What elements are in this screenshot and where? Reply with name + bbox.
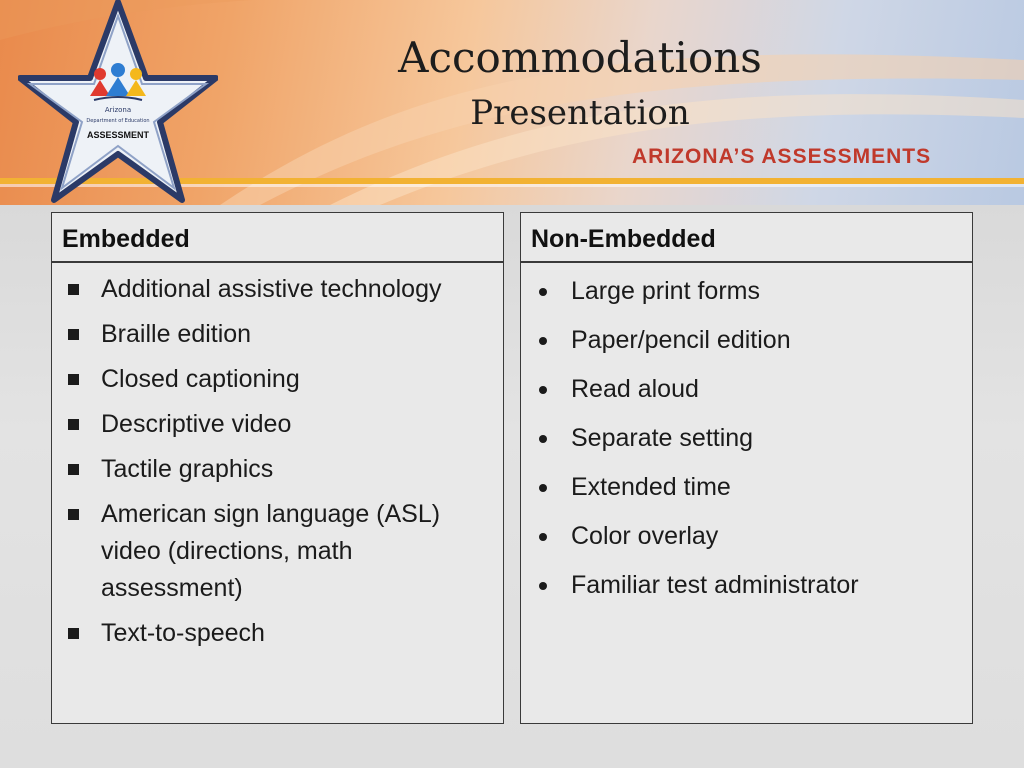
list-item [66,496,491,607]
list-item-text: Closed captioning [101,365,300,393]
list-item [66,316,491,353]
list-item [66,271,491,308]
square-bullet-icon [68,374,79,385]
list-item-text: Large print forms [571,277,760,305]
logo-bottom-text: ASSESSMENT [86,130,150,140]
square-bullet-icon [68,284,79,295]
list-item-text: Descriptive video [101,410,292,438]
round-bullet-icon [539,288,547,296]
program-label: ARIZONA’S ASSESSMENTS [632,145,932,168]
list-item-text: Read aloud [571,375,699,403]
column-heading-embedded: Embedded [52,213,503,263]
header-banner [0,0,1024,205]
list-item [535,322,972,359]
square-bullet-icon [68,628,79,639]
square-bullet-icon [68,329,79,340]
list-item-text: Paper/pencil edition [571,326,791,354]
round-bullet-icon [539,484,547,492]
list-item-text: Braille edition [101,320,252,348]
non-embedded-list [521,263,972,604]
logo-top-text: Arizona [104,106,132,114]
column-heading-non-embedded: Non-Embedded [521,213,972,263]
list-item-text: Additional assistive technology [101,275,442,303]
square-bullet-icon [68,419,79,430]
list-item [66,451,491,488]
round-bullet-icon [539,337,547,345]
list-item-text: Text-to-speech [101,619,265,647]
round-bullet-icon [539,533,547,541]
round-bullet-icon [539,386,547,394]
list-item-text: American sign language (ASL) video (directions, math assessment) [101,500,441,602]
square-bullet-icon [68,464,79,475]
list-item [66,361,491,398]
slide-title: Accommodations [398,33,762,82]
list-item-text: Tactile graphics [101,455,274,483]
list-item [535,420,972,457]
list-item [66,615,491,652]
square-bullet-icon [68,509,79,520]
list-item-text: Familiar test administrator [571,571,859,599]
non-embedded-column [520,212,973,724]
list-item [66,406,491,443]
logo-middle-text: Department of Education [86,118,150,124]
list-item [535,371,972,408]
list-item-text: Separate setting [571,424,754,452]
embedded-column [51,212,504,724]
list-item-text: Extended time [571,473,731,501]
round-bullet-icon [539,435,547,443]
round-bullet-icon [539,582,547,590]
embedded-list [52,263,503,652]
star-logo-icon [18,0,218,205]
list-item [535,273,972,310]
list-item [535,518,972,555]
list-item [535,567,972,604]
slide-subtitle: Presentation [470,93,690,133]
list-item [535,469,972,506]
list-item-text: Color overlay [571,522,719,550]
